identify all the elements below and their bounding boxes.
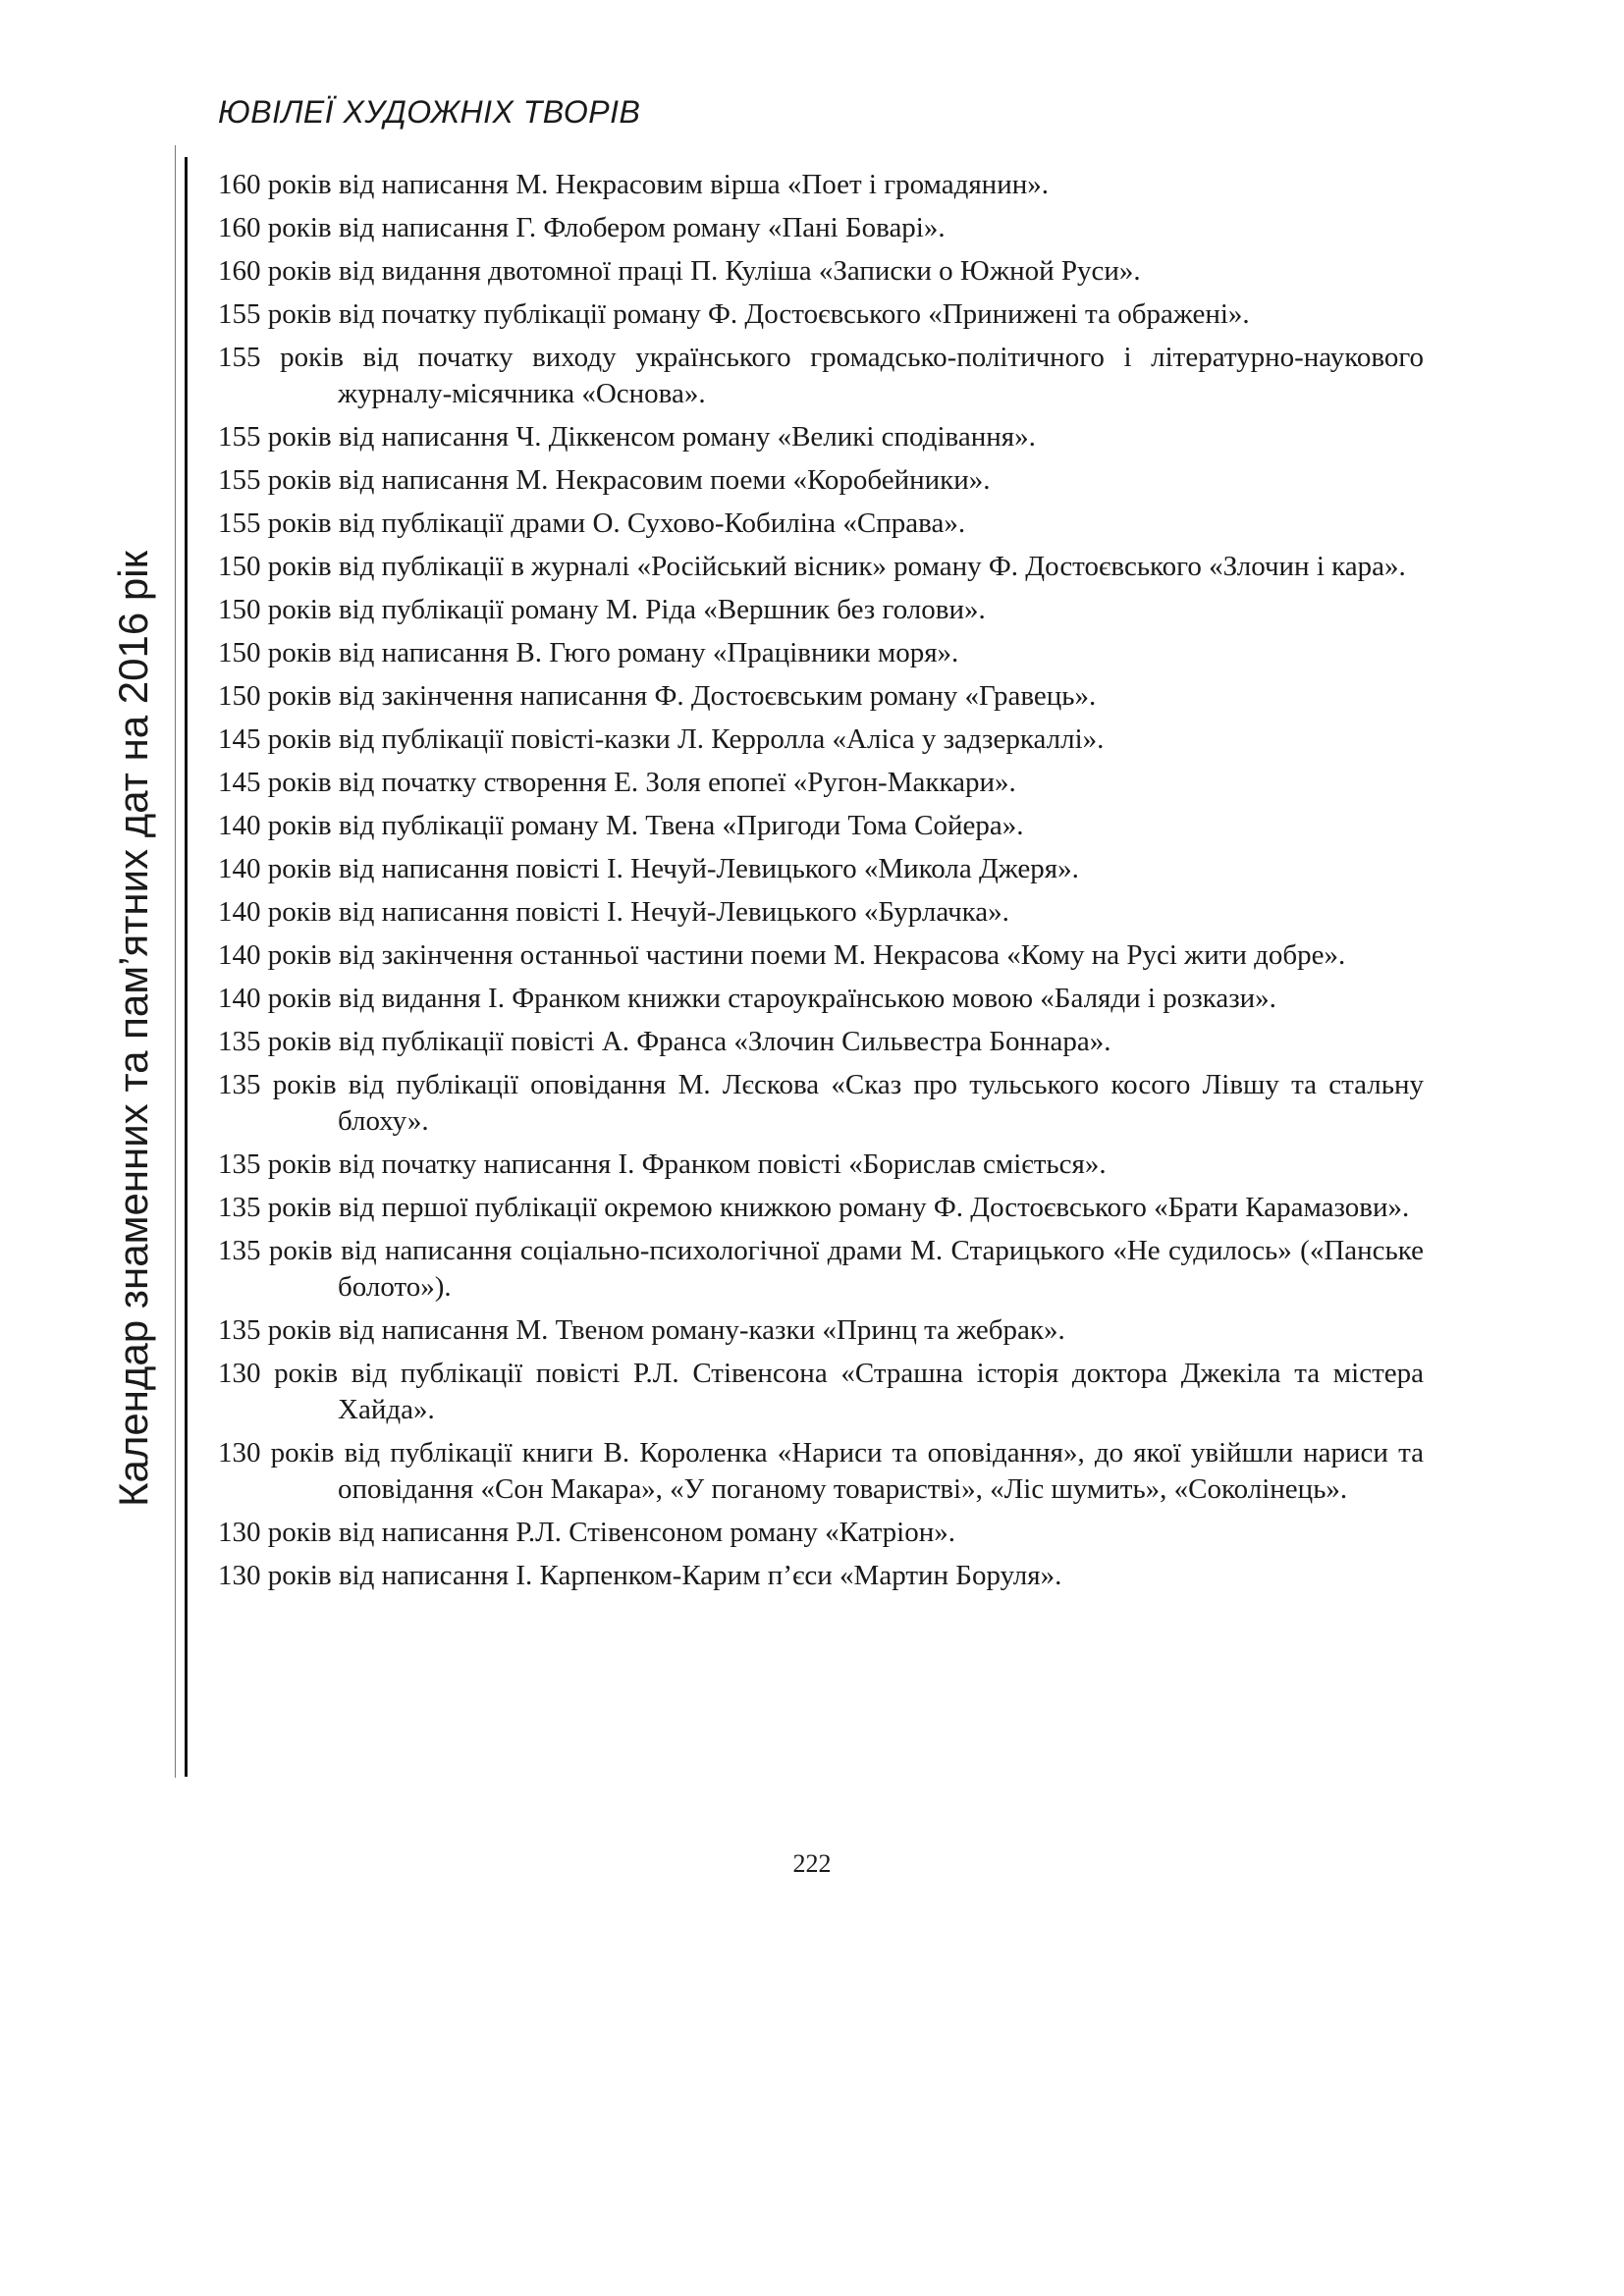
list-item: 140 років від написання повісті І. Нечуй-Левицького «Микола Джеря». [218,853,1079,884]
margin-rule-thin [175,145,176,1778]
page-number: 222 [792,1849,832,1878]
list-item: 160 років від видання двотомної праці П. Куліша «Записки о Южной Руси». [218,255,1141,287]
list-item: 135 років від публікації повісті А. Франса «Злочин Сильвестра Боннара». [218,1026,1111,1057]
list-item: 140 років від публікації роману М. Твена «Пригоди Тома Сойера». [218,810,1024,841]
list-item: 155 років від публікації драми О. Сухово-Кобиліна «Справа». [218,507,966,539]
list-item: 130 років від публікації повісті Р.Л. Стівенсона «Страшна історія доктора Джекіла та містера Хайда». [218,1358,1424,1425]
list-item: 140 років від видання І. Франком книжки староукраїнською мовою «Баляди і розкази». [218,983,1276,1014]
list-item: 140 років від закінчення останньої частини поеми М. Некрасова «Кому на Русі жити добре». [218,939,1346,971]
list-item: 135 років від першої публікації окремою книжкою роману Ф. Достоєвського «Брати Карамазови». [218,1192,1410,1223]
list-item: 135 років від публікації оповідання М. Лєскова «Сказ про тульського косого Лівшу та стальну блоху». [218,1069,1424,1137]
list-item: 150 років від публікації роману М. Ріда «Вершник без голови». [218,594,986,625]
list-item: 135 років від початку написання І. Франком повісті «Борислав сміється». [218,1148,1107,1180]
list-item: 135 років від написання соціально-психологічної драми М. Старицького «Не судилось» («Панське болото»). [218,1235,1424,1303]
list-item: 155 років від написання М. Некрасовим поеми «Коробейники». [218,464,991,496]
list-item: 140 років від написання повісті І. Нечуй-Левицького «Бурлачка». [218,896,1009,928]
side-title: Календар знаменних та пам’ятних дат на 2016 рік [110,551,156,1507]
list-item: 130 років від написання І. Карпенком-Карим п’єси «Мартин Боруля». [218,1560,1062,1591]
section-title: ЮВІЛЕЇ ХУДОЖНІХ ТВОРІВ [218,94,641,130]
list-item: 150 років від написання В. Гюго роману «Працівники моря». [218,637,959,668]
list-item: 150 років від публікації в журналі «Російський вісник» роману Ф. Достоєвського «Злочин і кара». [218,551,1406,582]
list-item: 145 років від публікації повісті-казки Л. Керролла «Аліса у задзеркаллі». [218,723,1105,755]
list-item: 130 років від публікації книги В. Короленка «Нариси та оповідання», до якої увійшли нариси та оповідання «Сон Макара», «У поганому товаристві», «Ліс шумить», «Соколінець». [218,1437,1424,1505]
list-item: 155 років від написання Ч. Діккенсом роману «Великі сподівання». [218,421,1036,453]
list-item: 135 років від написання М. Твеном роману-казки «Принц та жебрак». [218,1314,1065,1346]
list-item: 145 років від початку створення Е. Золя епопеї «Ругон-Маккари». [218,767,1016,798]
margin-rule-thick [185,157,188,1777]
anniversary-list [218,167,1424,1601]
list-item: 130 років від написання Р.Л. Стівенсоном роману «Катріон». [218,1517,956,1548]
list-item: 155 років від початку виходу українського громадсько-політичного і літературно-наукового журналу-місячника «Основа». [218,342,1424,409]
list-item: 155 років від початку публікації роману Ф. Достоєвського «Принижені та ображені». [218,298,1250,330]
list-item: 160 років від написання Г. Флобером роману «Пані Боварі». [218,212,946,243]
list-item: 150 років від закінчення написання Ф. Достоєвським роману «Гравець». [218,680,1097,712]
list-item: 160 років від написання М. Некрасовим вірша «Поет і громадянин». [218,169,1049,200]
